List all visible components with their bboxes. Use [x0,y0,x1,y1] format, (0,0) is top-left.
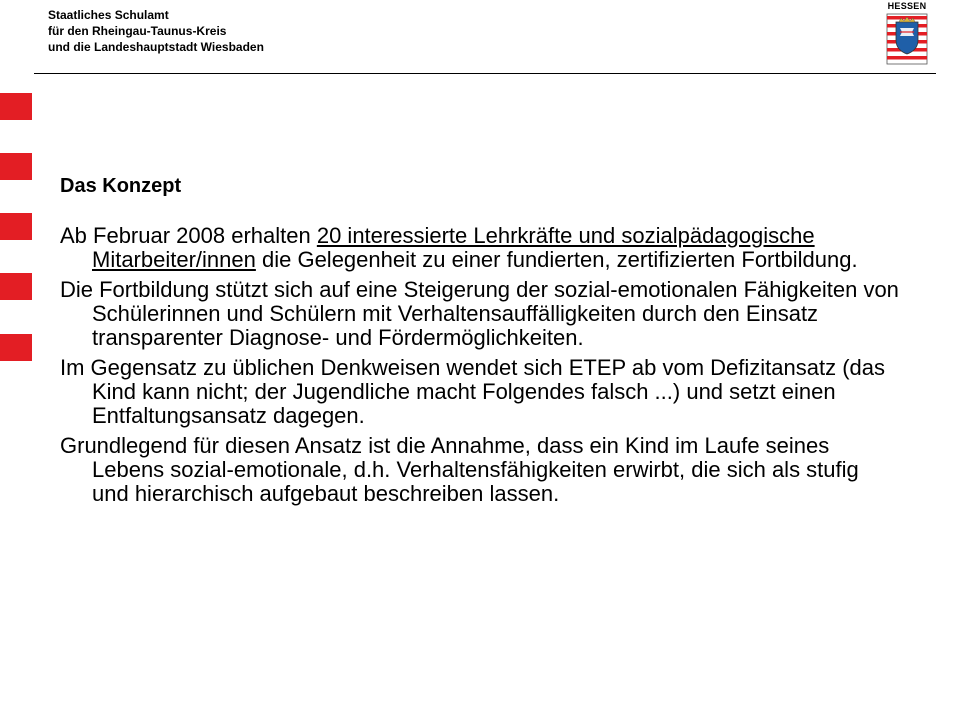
p1-rest: die Gelegenheit zu einer fundierten, zertifizierten Fortbildung. [255,247,858,272]
header-line-3: und die Landeshauptstadt Wiesbaden [48,40,264,54]
slide-content [60,172,900,512]
accent-bar [0,93,32,120]
accent-bar [0,153,32,180]
accent-bar [0,213,32,240]
slide-title: Das Konzept [60,175,182,197]
paragraph-3: Im Gegensatz zu üblichen Denkweisen wendet sich ETEP ab vom Defizitansatz (das Kind kann nicht; der Jugendliche macht Folgendes falsch ...) und setzt einen Entfaltungsansatz dagegen. [60,355,885,428]
p1-intro: Ab Februar 2008 erhalten [60,223,317,248]
accent-bar [0,334,32,361]
p1-underlined: 20 interessierte Lehrkräfte und sozialpädagogische Mitarbeiter/innen [92,223,815,272]
hessen-coat-of-arms-icon [882,0,932,66]
hessen-logo-label: HESSEN [887,1,927,11]
accent-bar [0,273,32,300]
paragraph-2: Die Fortbildung stützt sich auf eine Steigerung der sozial-emotionalen Fähigkeiten von Schülerinnen und Schülern mit Verhaltensauffälligkeiten durch den Einsatz transparenter Diagnose- und Fördermöglichkeiten. [60,277,899,350]
header-divider [34,73,936,74]
header-line-1: Staatliches Schulamt [48,8,169,22]
header-authority [48,7,264,55]
paragraph-1 [60,224,900,272]
header-line-2: für den Rheingau-Taunus-Kreis [48,24,227,38]
paragraph-4: Grundlegend für diesen Ansatz ist die Annahme, dass ein Kind im Laufe seines Lebens sozial-emotionale, d.h. Verhaltensfähigkeiten erwirbt, die sich als stufig und hierarchisch aufgebaut beschreiben lassen. [60,433,859,506]
